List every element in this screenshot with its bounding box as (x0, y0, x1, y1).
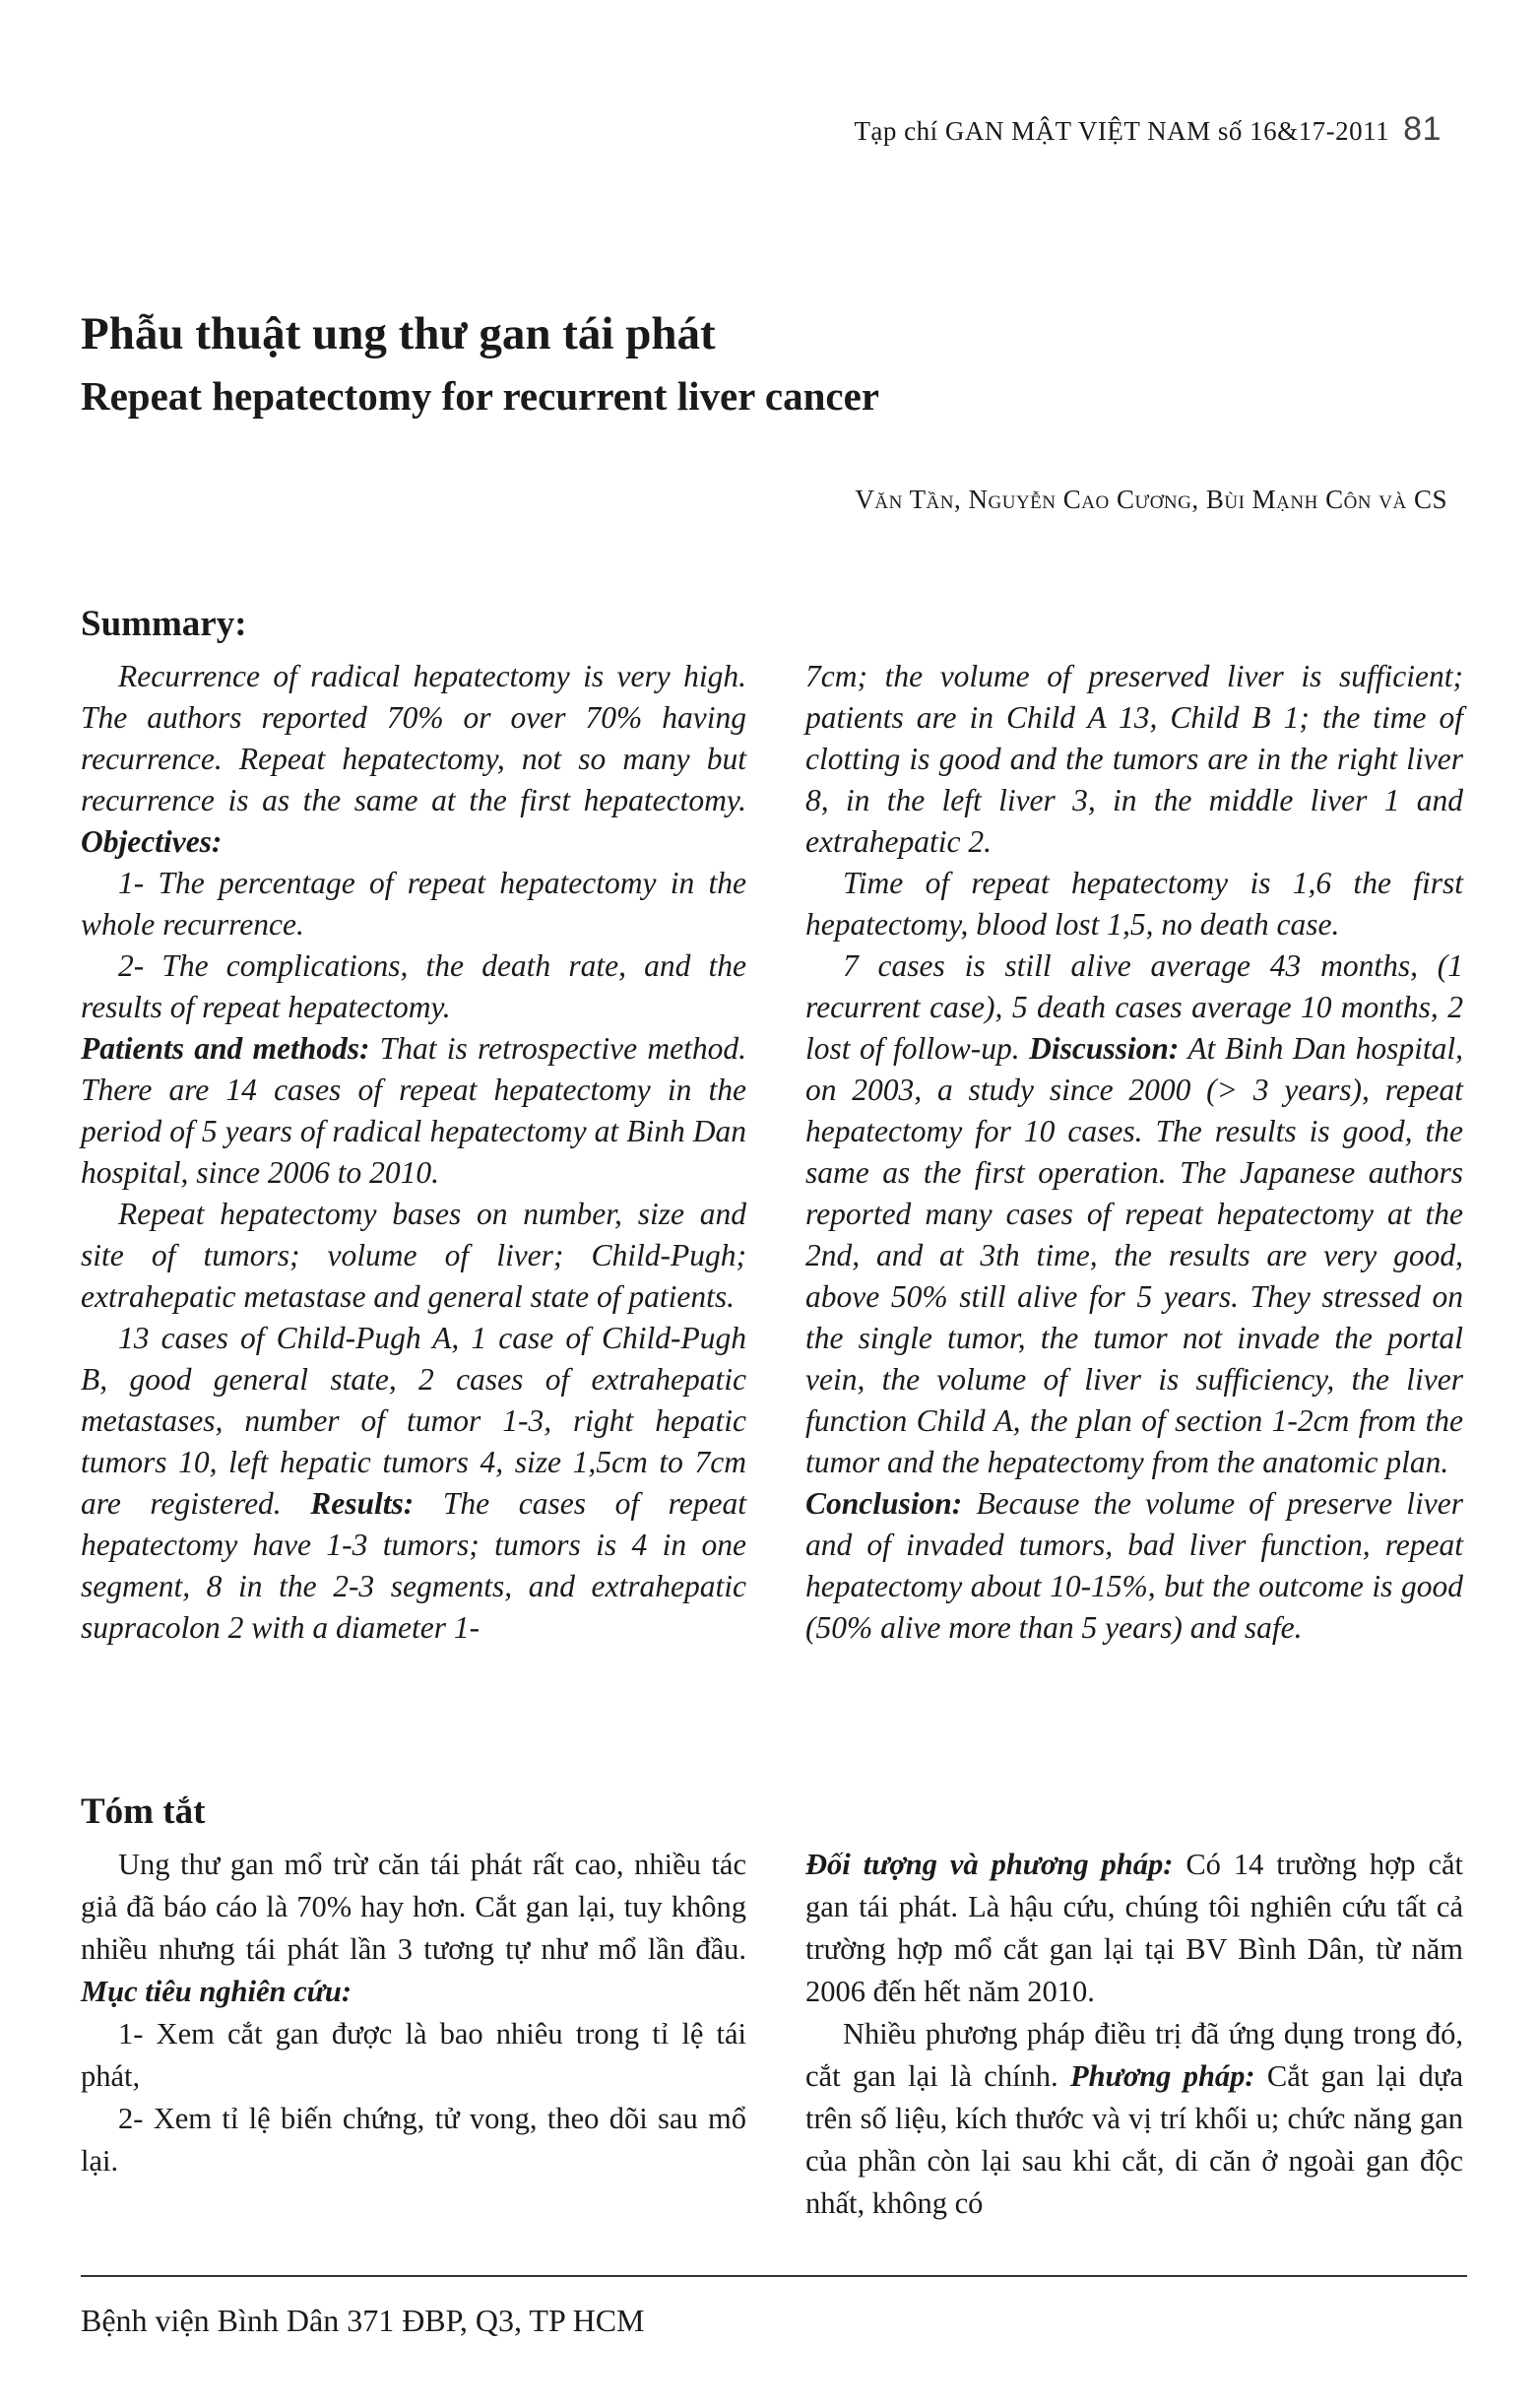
summary-text: Recurrence of radical hepatectomy is very high. The authors reported 70% or over 70% having recurrence. Repeat hepatectomy, not so many but recurrence is as the same at the first hepatectomy. (81, 659, 746, 817)
tomtat-text: Cắt gan lại dựa trên số liệu, kích thước và vị trí khối u; chức năng gan của phần còn lại sau khi cắt, di căn ở ngoài gan độc nhất, không có (805, 2059, 1463, 2220)
summary-paragraph (81, 656, 746, 863)
summary-paragraph: 7cm; the volume of preserved liver is sufficient; patients are in Child A 13, Child B 1; the time of clotting is good and the tumors are in the right liver 8, in the left liver 3, in the middle liver 1 and extrahepatic 2. (805, 659, 1463, 859)
discussion-label: Discussion: (1029, 1031, 1180, 1066)
tomtat-paragraph (805, 1844, 1463, 2013)
article-subtitle: Repeat hepatectomy for recurrent liver cancer (81, 373, 879, 419)
results-label: Results: (310, 1486, 415, 1521)
summary-text: Because the volume of preserve liver and of invaded tumors, bad liver function, repeat hepatectomy about 10-15%, but the outcome is good (50% alive more than 5 years) and safe. (805, 1486, 1463, 1645)
article-title: Phẫu thuật ung thư gan tái phát (81, 308, 716, 359)
summary-text: 13 cases of Child-Pugh A, 1 case of Child-Pugh B, good general state, 2 cases of extrahepatic metastases, number of tumor 1-3, right hepatic tumors 10, left hepatic tumors 4, size 1,5cm to 7cm are registered. (81, 1321, 746, 1521)
objectives-label: Objectives: (81, 824, 223, 859)
methods-label: Patients and methods: (81, 1031, 370, 1066)
tomtat-right-column (805, 1844, 1463, 2225)
author-list: Văn Tần, Nguyễn Cao Cương, Bùi Mạnh Côn và CS (855, 485, 1447, 514)
tomtat-heading: Tóm tắt (81, 1791, 206, 1832)
objectives-label-vi: Mục tiêu nghiên cứu: (81, 1975, 352, 2008)
footnote-divider (81, 2275, 1467, 2277)
summary-paragraph: 2- The complications, the death rate, and the results of repeat hepatectomy. (81, 948, 746, 1024)
summary-paragraph (81, 1318, 746, 1649)
tomtat-paragraph (805, 2013, 1463, 2225)
summary-text: That is retrospective method. There are 14 cases of repeat hepatectomy in the period of 5 years of radical hepatectomy at Binh Dan hospital, since 2006 to 2010. (81, 1031, 746, 1190)
affiliation-footnote: Bệnh viện Bình Dân 371 ĐBP, Q3, TP HCM (81, 2303, 645, 2338)
conclusion-label: Conclusion: (805, 1486, 963, 1521)
tomtat-paragraph: 2- Xem tỉ lệ biến chứng, tử vong, theo dõi sau mổ lại. (81, 2102, 746, 2178)
summary-text: 7 cases is still alive average 43 months, (1 recurrent case), 5 death cases average 10 months, 2 lost of follow-up. (805, 948, 1463, 1066)
summary-paragraph (81, 1028, 746, 1194)
tomtat-paragraph: 1- Xem cắt gan được là bao nhiêu trong tỉ lệ tái phát, (81, 2017, 746, 2093)
summary-paragraph (805, 945, 1463, 1483)
page-number: 81 (1403, 110, 1442, 148)
summary-heading: Summary: (81, 604, 247, 644)
summary-left-column (81, 656, 746, 1649)
tomtat-paragraph (81, 1844, 746, 2013)
summary-right-column (805, 656, 1463, 1649)
summary-paragraph (805, 1483, 1463, 1649)
tomtat-left-column (81, 1844, 746, 2182)
journal-header (854, 110, 1442, 149)
summary-paragraph: 1- The percentage of repeat hepatectomy in the whole recurrence. (81, 866, 746, 942)
tomtat-text: Nhiều phương pháp điều trị đã ứng dụng trong đó, cắt gan lại là chính. (805, 2017, 1463, 2093)
summary-paragraph: Repeat hepatectomy bases on number, size and site of tumors; volume of liver; Child-Pugh; extrahepatic metastase and general state of patients. (81, 1197, 746, 1314)
summary-text: At Binh Dan hospital, on 2003, a study since 2000 (> 3 years), repeat hepatectomy for 10 cases. The results is good, the same as the first operation. The Japanese authors reported many cases of repeat hepatectomy at the 2nd, and at 3th time, the results are very good, above 50% still alive for 5 years. They stressed on the single tumor, the tumor not invade the portal vein, the volume of liver is sufficiency, the liver function Child A, the plan of section 1-2cm from the tumor and the hepatectomy from the anatomic plan. (805, 1031, 1463, 1479)
tomtat-text: Ung thư gan mổ trừ căn tái phát rất cao, nhiều tác giả đã báo cáo là 70% hay hơn. Cắt gan lại, tuy không nhiều nhưng tái phát lần 3 tương tự như mổ lần đầu. (81, 1848, 746, 1966)
method-label-vi: Phương pháp: (1069, 2059, 1255, 2093)
summary-text: The cases of repeat hepatectomy have 1-3 tumors; tumors is 4 in one segment, 8 in the 2-3 segments, and extrahepatic supracolon 2 with a diameter 1- (81, 1486, 746, 1645)
journal-name: Tạp chí GAN MẬT VIỆT NAM số 16&17-2011 (854, 116, 1390, 146)
methods-label-vi: Đối tượng và phương pháp: (805, 1848, 1174, 1881)
tomtat-text: Có 14 trường hợp cắt gan tái phát. Là hậu cứu, chúng tôi nghiên cứu tất cả trường hợp mổ cắt gan lại tại BV Bình Dân, từ năm 2006 đến hết năm 2010. (805, 1848, 1463, 2008)
summary-paragraph: Time of repeat hepatectomy is 1,6 the first hepatectomy, blood lost 1,5, no death case. (805, 866, 1463, 942)
